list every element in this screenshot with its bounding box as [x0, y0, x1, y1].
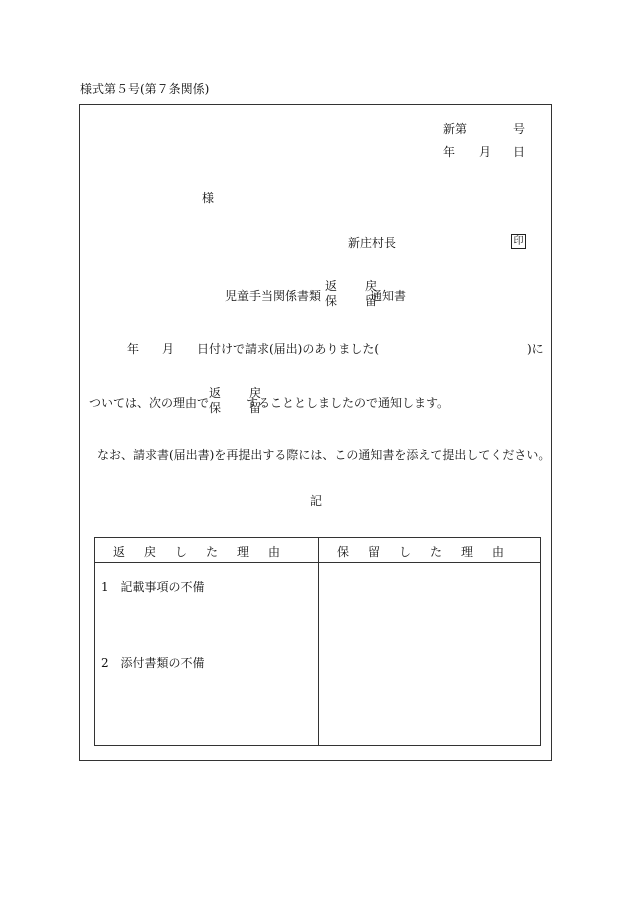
body-month: 月 — [162, 342, 175, 356]
header-return-reason: 返戻した理由 — [113, 545, 300, 559]
date-year: 年 — [443, 145, 456, 159]
body-line1-text: 日付けで請求(届出)のありました( — [197, 342, 380, 356]
date-day: 日 — [513, 145, 526, 159]
seal-mark: 印 — [511, 234, 526, 249]
notice-option-top: 返 戻 — [325, 279, 386, 293]
sender-title: 新庄村長 — [348, 236, 397, 250]
body-option-top: 返 戻 — [209, 386, 270, 400]
reason-text: 記載事項の不備 — [120, 580, 205, 594]
body-year: 年 — [127, 342, 140, 356]
body-option-bottom: 保 留 — [209, 401, 270, 415]
notice-option-bottom: 保 留 — [325, 294, 386, 308]
reason-number: 2 — [101, 656, 109, 670]
table-divider — [318, 538, 319, 745]
reason-table — [94, 537, 541, 746]
ki-label: 記 — [310, 494, 323, 508]
reason-number: 1 — [101, 580, 109, 594]
header-hold-reason: 保留した理由 — [337, 545, 524, 559]
doc-number-suffix: 号 — [513, 122, 526, 136]
body-line2-right: することとしましたので通知します。 — [246, 396, 450, 410]
addressee-honorific: 様 — [202, 191, 215, 205]
form-label: 様式第５号(第７条関係) — [80, 82, 210, 96]
doc-number-prefix: 新第 — [443, 122, 468, 136]
reason-item-1 — [101, 578, 204, 595]
notice-title-left: 児童手当関係書類 — [225, 289, 322, 303]
date-month: 月 — [479, 145, 492, 159]
body-line1-end: )に — [527, 342, 544, 356]
reason-item-2 — [101, 654, 204, 671]
notice-title-right: 通知書 — [370, 289, 407, 303]
body-line2-left: ついては、次の理由で — [89, 396, 210, 410]
reason-text: 添付書類の不備 — [120, 656, 205, 670]
body-line3: なお、請求書(届出書)を再提出する際には、この通知書を添えて提出してください。 — [97, 448, 551, 462]
